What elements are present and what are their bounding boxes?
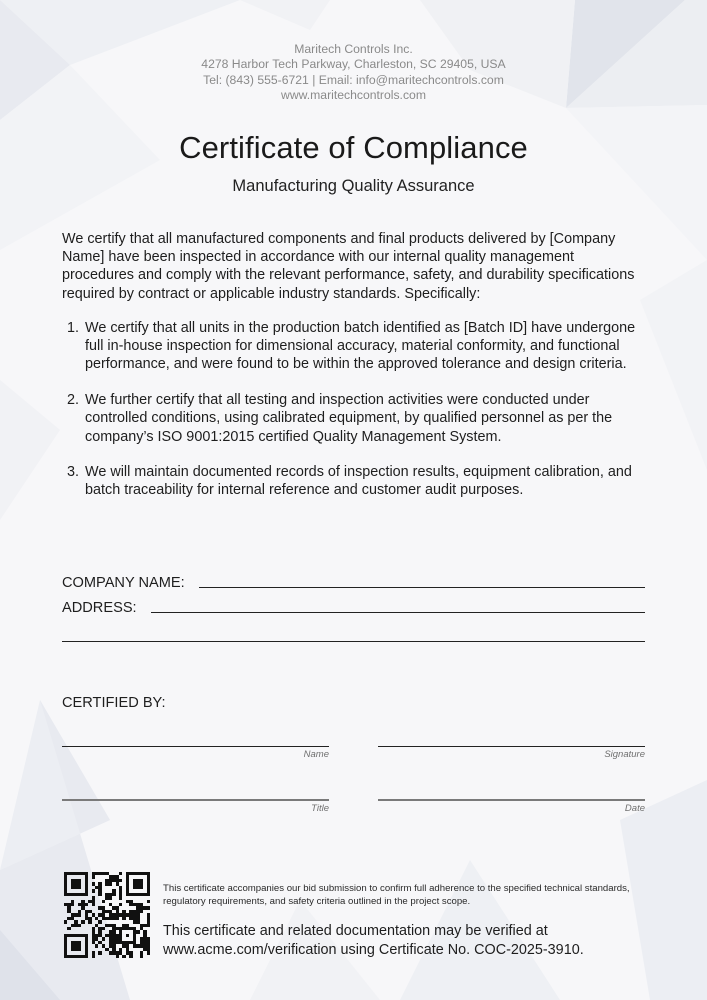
intro-paragraph: We certify that all manufactured components and final products delivered by [Company Name] have been inspected in accordance with our internal quality management procedures and comply with the relevant performance, safety, and durability specifications required by contract or applicable industry standards. Specifically:	[62, 231, 635, 302]
company-name-input-line[interactable]	[199, 587, 645, 588]
qr-code-icon	[64, 872, 150, 958]
list-text: We certify that all units in the production batch identified as [Batch ID] have undergone full in-house inspection for dimensional accuracy, material conformity, and functional performance, and were found to be within the approved tolerance and design criteria.	[85, 320, 636, 373]
list-item	[62, 319, 648, 374]
document-title: Certificate of Compliance	[179, 130, 528, 165]
address-label: ADDRESS:	[62, 600, 137, 616]
company-header	[0, 42, 707, 103]
company-name-label: COMPANY NAME:	[62, 575, 185, 591]
certification-list	[62, 319, 648, 517]
address-input-line-2[interactable]	[62, 641, 645, 642]
company-address: 4278 Harbor Tech Parkway, Charleston, SC 29405, USA	[201, 57, 506, 72]
company-name-field	[62, 575, 645, 591]
date-input-line[interactable]	[378, 799, 645, 801]
signature-caption: Signature	[604, 749, 645, 760]
title-input-line[interactable]	[62, 799, 329, 801]
address-field	[62, 600, 645, 616]
list-item	[62, 463, 648, 499]
certified-by-label: CERTIFIED BY:	[62, 695, 166, 711]
signature-input-line[interactable]	[378, 746, 645, 747]
date-signature-field	[378, 799, 645, 814]
date-caption: Date	[624, 803, 645, 814]
title-caption: Title	[311, 803, 329, 814]
title-signature-field	[62, 799, 329, 814]
list-number: 2.	[67, 392, 80, 409]
company-name: Maritech Controls Inc.	[294, 42, 413, 56]
list-number: 3.	[67, 464, 80, 481]
list-text: We further certify that all testing and inspection activities were conducted under controlled conditions, using calibrated equipment, by qualified personnel as per the company’s ISO 9001:2015 certified Quality Management System.	[85, 392, 613, 445]
list-number: 1.	[67, 320, 80, 336]
bid-submission-note: This certificate accompanies our bid submission to confirm full adherence to the specified technical standards, regulatory requirements, and safety criteria outlined in the project scope.	[163, 883, 630, 907]
company-contact: Tel: (843) 555-6721 | Email: info@maritechcontrols.com	[203, 72, 504, 87]
address-input-line[interactable]	[151, 612, 645, 613]
verification-note: This certificate and related documentation may be verified at www.acme.com/verification using Certificate No. COC-2025-3910.	[163, 923, 584, 958]
name-signature-field	[62, 746, 329, 760]
list-text: We will maintain documented records of inspection results, equipment calibration, and batch traceability for internal reference and customer audit purposes.	[85, 464, 632, 499]
document-subtitle: Manufacturing Quality Assurance	[232, 177, 475, 195]
name-caption: Name	[303, 749, 329, 760]
signature-field	[378, 746, 645, 760]
name-input-line[interactable]	[62, 746, 329, 747]
company-website: www.maritechcontrols.com	[281, 87, 426, 102]
list-item	[62, 391, 648, 446]
